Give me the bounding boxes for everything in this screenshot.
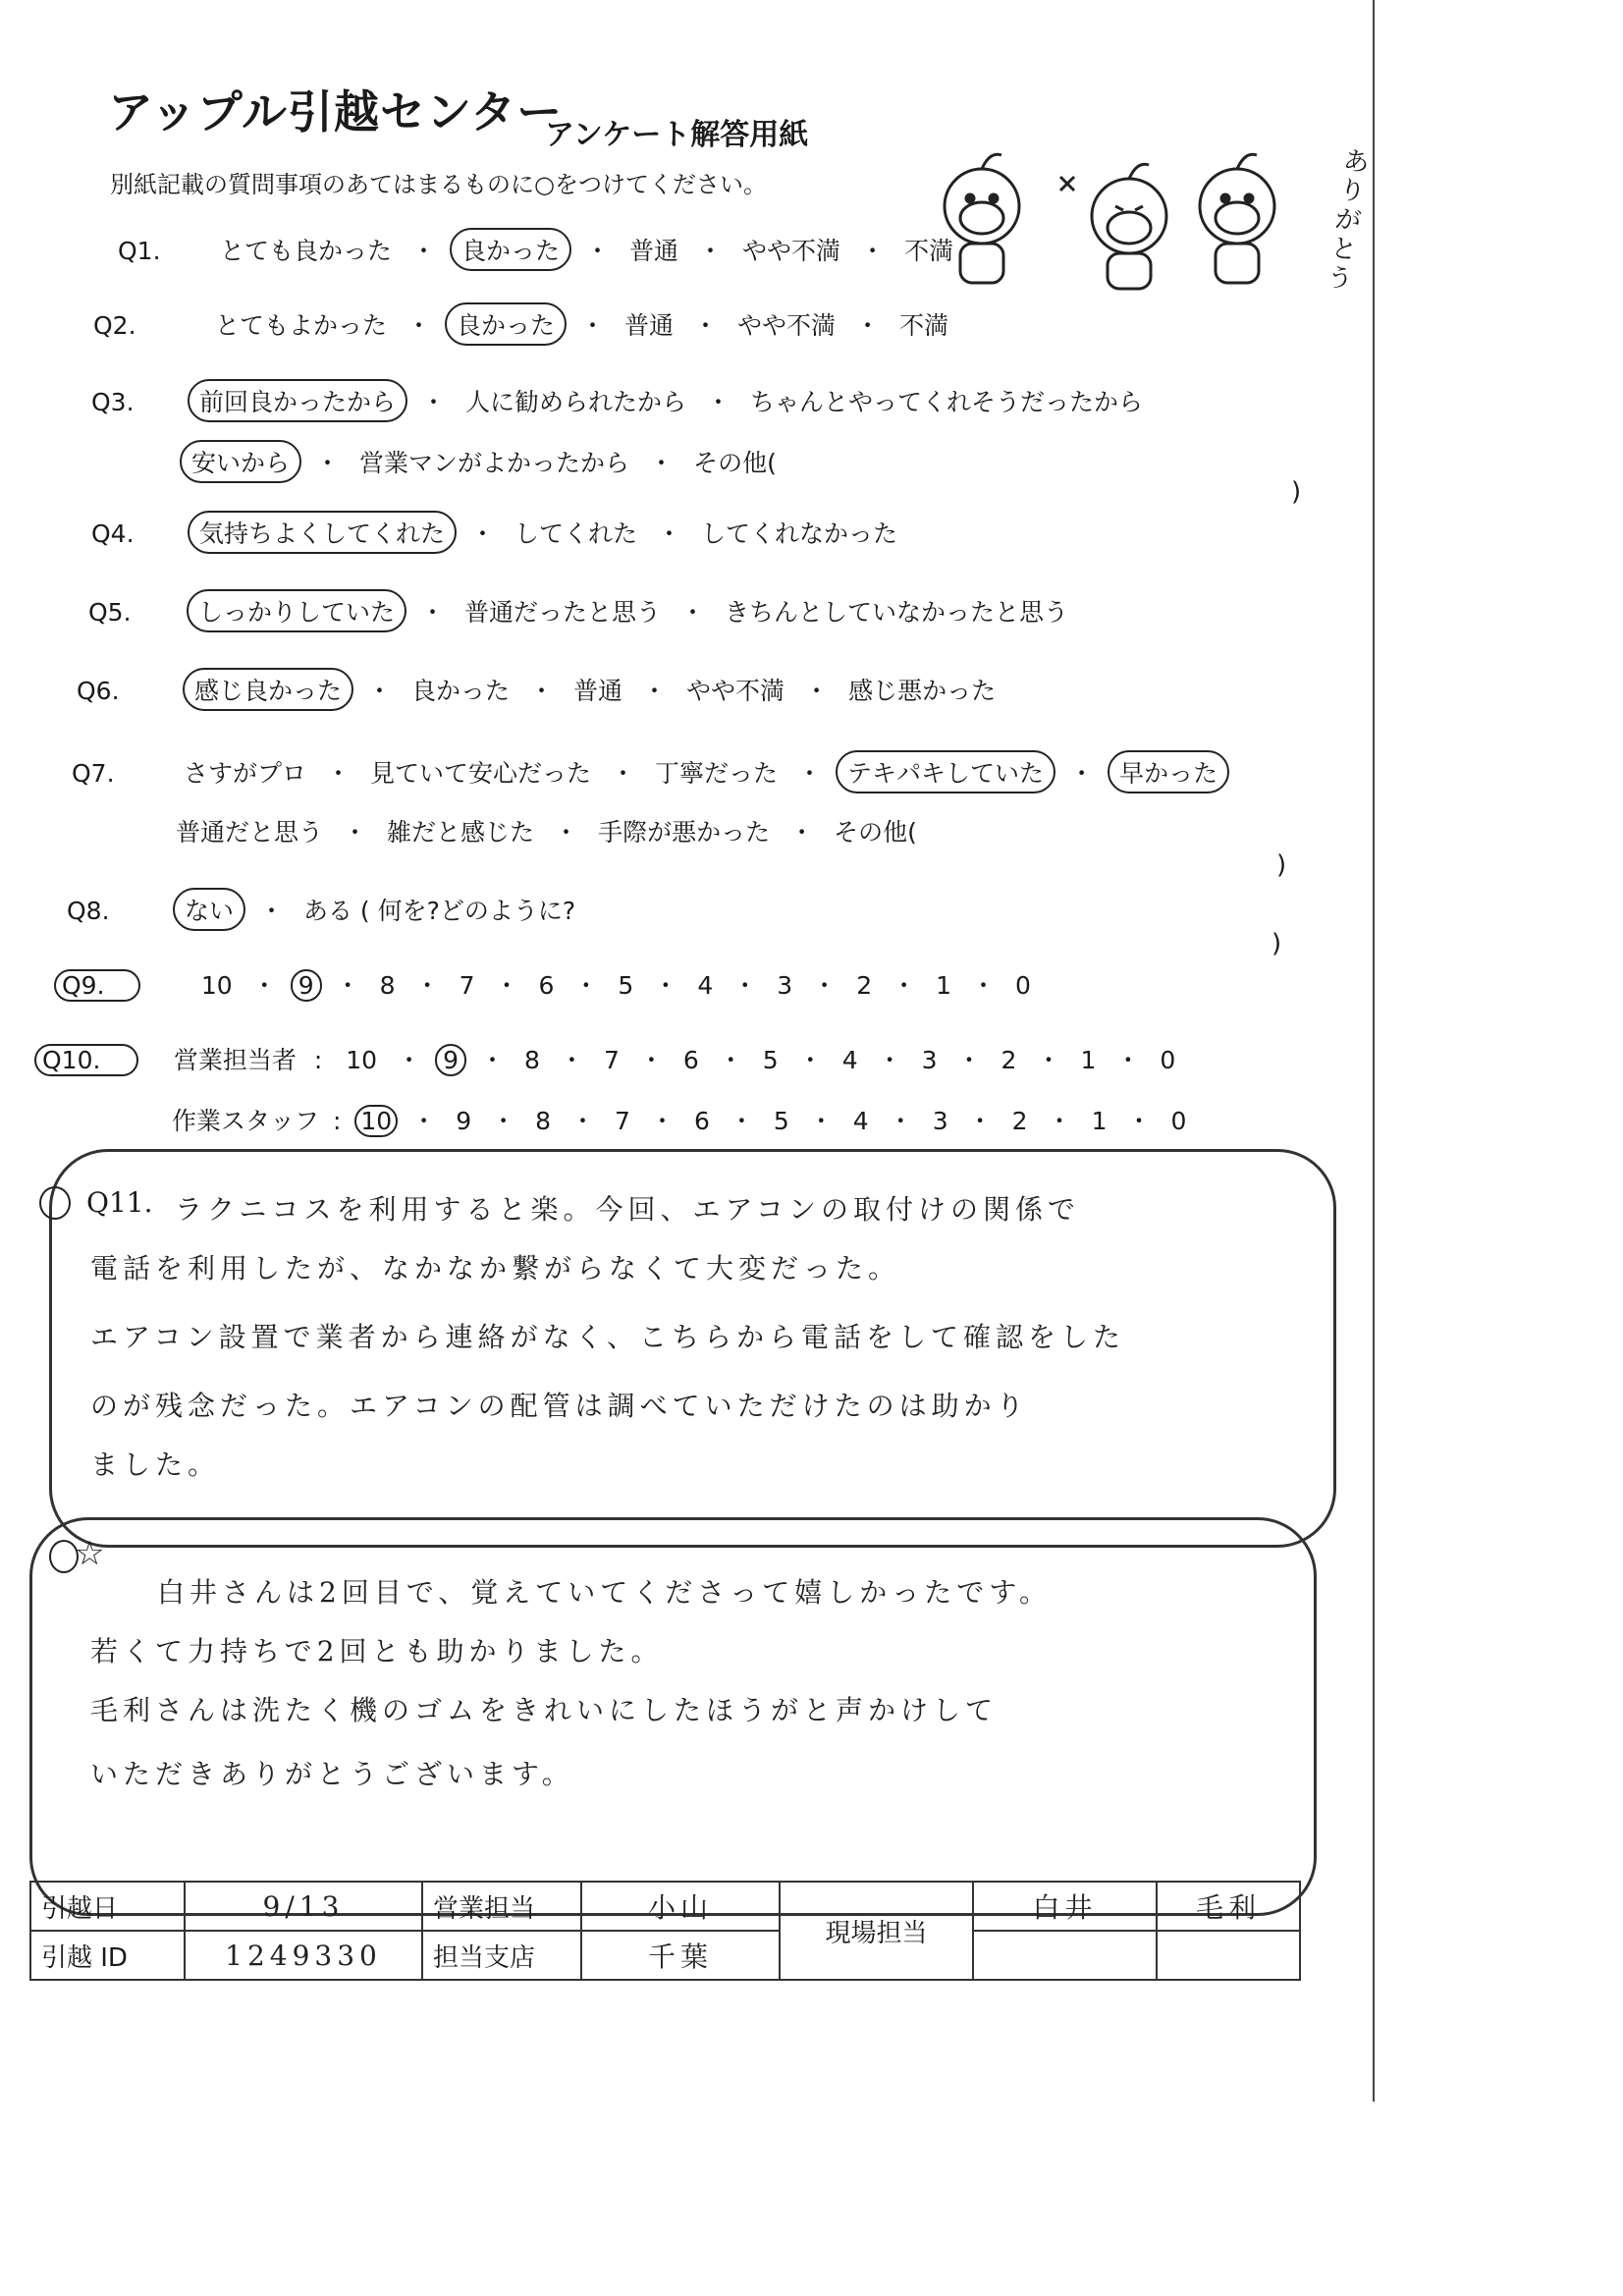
option-selected[interactable]: 感じ良かった: [183, 668, 353, 711]
scale-option-selected[interactable]: 10: [354, 1105, 398, 1137]
scale-option[interactable]: 8: [524, 1046, 540, 1074]
question-6: Q6. 感じ良かった ・ 良かった ・ 普通 ・ やや不満 ・ 感じ悪かった: [77, 668, 1001, 711]
option[interactable]: 感じ悪かった: [848, 677, 997, 705]
scale-option[interactable]: 4: [841, 1046, 858, 1074]
question-7: Q7. さすがプロ ・ 見ていて安心だった ・ 丁寧だった ・ テキパキしていた ・ 早かった: [72, 750, 1229, 793]
option[interactable]: 普通だと思う: [176, 818, 324, 847]
footer-table: [29, 1881, 1301, 1981]
mascot-illustration: [913, 137, 1325, 295]
q11-mark-icon: [39, 1186, 71, 1220]
question-7-line-2: 普通だと思う ・ 雑だと感じた ・ 手際が悪かった ・ その他(: [170, 811, 923, 850]
option[interactable]: 雑だと感じた: [387, 818, 535, 847]
option[interactable]: やや不満: [742, 237, 841, 265]
scale-option[interactable]: 6: [693, 1107, 710, 1135]
rating-row-label: 営業担当者: [173, 1046, 297, 1074]
star-line-1: 白井さんは2回目で、覚えていてくださって嬉しかったです。: [157, 1576, 1053, 1609]
question-label: Q9.: [54, 969, 140, 1002]
question-8: Q8. ない ・ ある ( 何を?どのように?: [67, 888, 581, 931]
question-label: Q8.: [67, 897, 110, 925]
q11-line-5: ました。: [90, 1449, 221, 1481]
option[interactable]: 不満: [904, 237, 954, 265]
option-selected[interactable]: ない: [173, 888, 245, 931]
question-label: Q7.: [72, 759, 115, 788]
scale-option[interactable]: 4: [697, 971, 714, 1000]
scale-option[interactable]: 5: [762, 1046, 779, 1074]
thanks-text: ありがとう: [1325, 145, 1372, 296]
option[interactable]: 普通: [573, 677, 623, 705]
option[interactable]: その他(: [693, 449, 777, 477]
q11-line-4: のが残念だった。エアコンの配管は調べていただけたのは助かり: [90, 1390, 1029, 1422]
option[interactable]: 良かった: [410, 677, 510, 705]
star-label: ☆: [75, 1534, 105, 1573]
scale-option[interactable]: 7: [603, 1046, 620, 1074]
move-date-value[interactable]: 9/13: [185, 1882, 422, 1931]
scale-option[interactable]: 0: [1170, 1107, 1187, 1135]
scale-option[interactable]: 0: [1160, 1046, 1176, 1074]
form-title: アップル引越センター: [108, 85, 564, 138]
option[interactable]: 丁寧だった: [655, 759, 779, 788]
scale-option[interactable]: 3: [777, 971, 793, 1000]
question-2: Q2. とてもよかった ・ 良かった ・ 普通 ・ やや不満 ・ 不満: [93, 302, 954, 346]
option[interactable]: ある ( 何を?どのように?: [302, 897, 576, 925]
option-selected[interactable]: 気持ちよくしてくれた: [188, 511, 457, 554]
form-subtitle: アンケート解答用紙: [545, 118, 809, 152]
scale-option[interactable]: 5: [618, 971, 634, 1000]
scale-option[interactable]: 9: [456, 1107, 472, 1135]
option-selected[interactable]: 早かった: [1108, 750, 1229, 793]
scan-edge-line: [1373, 0, 1375, 2102]
option[interactable]: さすがプロ: [183, 759, 306, 788]
q11-label: Q11.: [86, 1186, 153, 1219]
question-label: Q4.: [91, 519, 135, 548]
star-line-4: いただきありがとうございます。: [90, 1758, 574, 1790]
option-selected[interactable]: 前回良かったから: [188, 379, 407, 422]
scale-option[interactable]: 8: [535, 1107, 552, 1135]
branch-value[interactable]: 千葉: [581, 1931, 780, 1980]
option[interactable]: 不満: [899, 311, 949, 340]
scale-option[interactable]: 6: [682, 1046, 699, 1074]
move-date-label: 引越日: [30, 1882, 185, 1931]
site-staff-empty-1[interactable]: [973, 1931, 1157, 1980]
scale-option[interactable]: 1: [936, 971, 952, 1000]
option-selected[interactable]: 安いから: [180, 440, 301, 483]
option[interactable]: してくれた: [514, 519, 637, 548]
option[interactable]: その他(: [834, 818, 917, 847]
q11-line-2: 電話を利用したが、なかなか繋がらなくて大変だった。: [90, 1252, 901, 1285]
scale-option[interactable]: 1: [1091, 1107, 1108, 1135]
option-selected[interactable]: しっかりしていた: [187, 589, 406, 632]
scale-option[interactable]: 10: [346, 1046, 378, 1074]
instruction-text: 別紙記載の質問事項のあてはまるものに○をつけてください。: [110, 171, 767, 198]
site-staff-1[interactable]: 白井: [973, 1882, 1157, 1931]
site-staff-label: 現場担当: [780, 1882, 973, 1980]
rating-row-label: 作業スタッフ: [172, 1107, 320, 1135]
question-10: Q10. 営業担当者 : 10 ・ 9 ・ 8 ・ 7 ・ 6 ・ 5 ・ 4 ・ 3 ・ 2 ・ 1 ・ 0: [34, 1041, 1181, 1076]
scale-option[interactable]: 7: [615, 1107, 630, 1135]
question-label: Q10.: [34, 1044, 138, 1076]
question-3-line-2: 安いから ・ 営業マンがよかったから ・ その他(: [180, 440, 783, 483]
scale-option[interactable]: 3: [932, 1107, 948, 1135]
close-paren: ): [1276, 850, 1287, 880]
scale-option[interactable]: 2: [856, 971, 873, 1000]
question-10-row-2: 作業スタッフ : 10 ・ 9 ・ 8 ・ 7 ・ 6 ・ 5 ・ 4 ・ 3 ・ 2 ・ 1 ・ 0: [172, 1102, 1192, 1137]
scale-option[interactable]: 8: [379, 971, 396, 1000]
move-id-label: 引越 ID: [30, 1931, 185, 1980]
question-3: Q3. 前回良かったから ・ 人に勧められたから ・ ちゃんとやってくれそうだったから: [91, 379, 1149, 422]
monkey-mascots-icon: [913, 137, 1325, 295]
question-label: Q1.: [118, 237, 161, 265]
scale-option[interactable]: 6: [538, 971, 555, 1000]
option[interactable]: 人に勧められたから: [464, 388, 686, 416]
scale-option-selected[interactable]: 9: [435, 1044, 466, 1076]
option[interactable]: 手際が悪かった: [598, 818, 771, 847]
option[interactable]: やや不満: [686, 677, 785, 705]
option-selected[interactable]: テキパキしていた: [836, 750, 1055, 793]
branch-label: 担当支店: [422, 1931, 581, 1980]
option[interactable]: とても良かった: [219, 237, 392, 265]
question-4: Q4. 気持ちよくしてくれた ・ してくれた ・ してくれなかった: [91, 511, 903, 554]
option[interactable]: 見ていて安心だった: [369, 759, 591, 788]
option[interactable]: 普通: [624, 311, 675, 340]
scale-option[interactable]: 1: [1080, 1046, 1097, 1074]
scale-option[interactable]: 10: [200, 971, 233, 1000]
option[interactable]: とてもよかった: [214, 311, 387, 340]
option[interactable]: 営業マンがよかったから: [359, 449, 630, 477]
option[interactable]: 普通: [629, 237, 679, 265]
question-5: Q5. しっかりしていた ・ 普通だったと思う ・ きちんとしていなかったと思う: [88, 589, 1074, 632]
question-9: Q9. 10 ・ 9 ・ 8 ・ 7 ・ 6 ・ 5 ・ 4 ・ 3 ・ 2 ・ 1 ・ 0: [54, 966, 1037, 1002]
scale-option[interactable]: 2: [1001, 1046, 1017, 1074]
star-line-3: 毛利さんは洗たく機のゴムをきれいにしたほうがと声かけして: [90, 1694, 999, 1726]
scale-option[interactable]: 4: [852, 1107, 869, 1135]
star-line-2: 若くて力持ちで2回とも助かりました。: [90, 1635, 664, 1667]
question-label: Q3.: [91, 388, 135, 416]
option[interactable]: きちんとしていなかったと思う: [725, 598, 1069, 627]
option[interactable]: 普通だったと思う: [463, 598, 661, 627]
question-1: Q1. とても良かった ・ 良かった ・ 普通 ・ やや不満 ・ 不満: [118, 228, 959, 271]
question-label: Q5.: [88, 598, 132, 627]
site-staff-2[interactable]: 毛利: [1157, 1882, 1300, 1931]
question-label: Q6.: [77, 677, 120, 705]
option[interactable]: ちゃんとやってくれそうだったから: [750, 388, 1144, 416]
option-selected[interactable]: 良かった: [450, 228, 571, 271]
close-paren: ): [1271, 929, 1282, 958]
sales-value[interactable]: 小山: [581, 1882, 780, 1931]
sales-label: 営業担当: [422, 1882, 581, 1931]
scale-option[interactable]: 0: [1015, 971, 1031, 1000]
site-staff-empty-2[interactable]: [1157, 1931, 1300, 1980]
q11-line-1: ラクニコスを利用すると楽。今回、エアコンの取付けの関係で: [175, 1193, 1081, 1226]
scale-option[interactable]: 2: [1011, 1107, 1028, 1135]
scale-option-selected[interactable]: 9: [291, 969, 322, 1002]
option-selected[interactable]: 良かった: [445, 302, 567, 346]
option[interactable]: やや不満: [737, 311, 837, 340]
option[interactable]: してくれなかった: [701, 519, 898, 548]
scale-option[interactable]: 3: [921, 1046, 938, 1074]
question-label: Q2.: [93, 311, 136, 340]
scale-option[interactable]: 5: [773, 1107, 789, 1135]
move-id-value[interactable]: 1249330: [185, 1931, 422, 1980]
scale-option[interactable]: 7: [459, 971, 475, 1000]
close-paren: ): [1291, 477, 1302, 507]
q11-line-3: エアコン設置で業者から連絡がなく、こちらから電話をして確認をした: [90, 1321, 1126, 1353]
